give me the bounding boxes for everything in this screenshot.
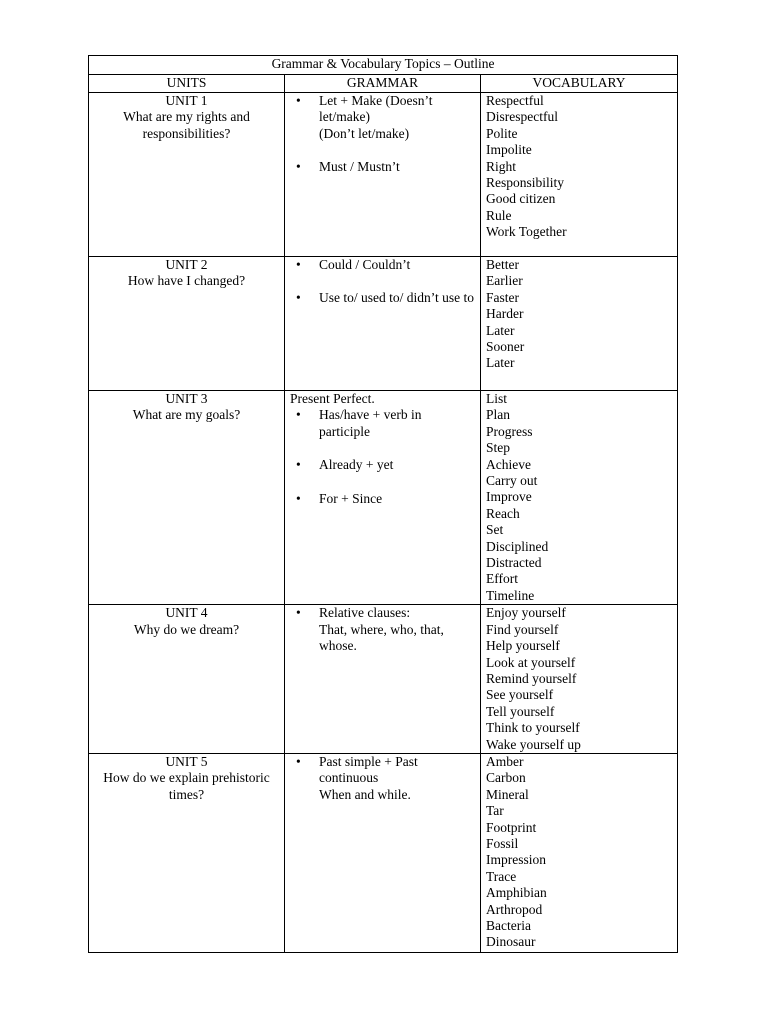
grammar-list <box>290 605 475 654</box>
vocabulary-item: Good citizen <box>486 191 556 207</box>
unit-row <box>89 391 678 605</box>
vocabulary-item: Remind yourself <box>486 670 577 686</box>
vocabulary-item: Help yourself <box>486 638 560 654</box>
grammar-cell <box>285 93 481 257</box>
outline-table <box>88 55 678 953</box>
vocabulary-item: Sooner <box>486 339 525 355</box>
vocabulary-item: Later <box>486 322 515 338</box>
vocabulary-item: Distracted <box>486 555 542 571</box>
unit-row <box>89 93 678 257</box>
unit-number: UNIT 5 <box>165 753 208 769</box>
vocabulary-item: Find yourself <box>486 621 559 637</box>
grammar-intro: Present Perfect. <box>290 391 375 406</box>
vocabulary-item: Fossil <box>486 835 519 851</box>
unit-question: How have I changed? <box>127 273 246 289</box>
grammar-item <box>290 93 475 142</box>
vocabulary-item: Set <box>486 522 504 538</box>
vocabulary-item: Amphibian <box>486 885 547 901</box>
vocabulary-item: Mineral <box>486 786 529 802</box>
grammar-item-text: Past simple + Past continuous When and while. <box>319 753 418 802</box>
vocabulary-item: Timeline <box>486 587 535 603</box>
grammar-cell <box>285 391 481 605</box>
vocabulary-item: Tell yourself <box>486 703 555 719</box>
bullet-icon: • <box>296 753 301 769</box>
grammar-item-text: Already + yet <box>319 457 394 473</box>
vocabulary-item: Polite <box>486 125 518 141</box>
grammar-cell <box>285 605 481 754</box>
header-vocabulary: VOCABULARY <box>481 75 678 93</box>
vocabulary-item: Later <box>486 355 515 371</box>
vocabulary-item: Right <box>486 158 517 174</box>
vocabulary-item: Think to yourself <box>486 720 580 736</box>
vocabulary-cell <box>481 93 678 257</box>
grammar-item-text: Relative clauses: That, where, who, that, whose. <box>319 605 444 654</box>
title-row <box>89 56 678 75</box>
grammar-item <box>290 159 475 175</box>
vocabulary-item: Impolite <box>486 142 532 158</box>
vocabulary-cell <box>481 605 678 754</box>
unit-number: UNIT 3 <box>165 391 208 406</box>
grammar-item <box>290 491 475 507</box>
vocabulary-item: Earlier <box>486 273 523 289</box>
bullet-icon: • <box>296 257 301 272</box>
vocabulary-item: Wake yourself up <box>486 736 581 752</box>
grammar-item-text: Has/have + verb in participle <box>319 407 422 439</box>
vocabulary-item: Effort <box>486 571 518 587</box>
vocabulary-cell <box>481 257 678 391</box>
vocabulary-item: Arthropod <box>486 901 543 917</box>
vocabulary-item: Better <box>486 257 519 272</box>
unit-cell <box>89 391 285 605</box>
grammar-item <box>290 407 475 440</box>
grammar-list <box>290 407 475 507</box>
header-units: UNITS <box>89 75 285 93</box>
vocabulary-item: See yourself <box>486 687 554 703</box>
grammar-item <box>290 605 475 654</box>
bullet-icon: • <box>296 605 301 621</box>
vocabulary-item: Dinosaur <box>486 934 536 950</box>
grammar-cell <box>285 257 481 391</box>
unit-cell <box>89 753 285 952</box>
vocabulary-item: Disciplined <box>486 538 549 554</box>
unit-question: How do we explain prehistoric times? <box>103 770 270 802</box>
grammar-list <box>290 754 475 803</box>
bullet-icon: • <box>296 159 301 175</box>
unit-row <box>89 605 678 754</box>
grammar-item-text: Let + Make (Doesn’t let/make) (Don’t let/make) <box>319 93 433 141</box>
vocabulary-cell <box>481 391 678 605</box>
unit-rows <box>89 93 678 953</box>
vocabulary-item: Carbon <box>486 770 526 786</box>
unit-cell <box>89 605 285 754</box>
grammar-item <box>290 290 475 306</box>
grammar-list <box>290 257 475 307</box>
vocabulary-item: Reach <box>486 505 520 521</box>
vocabulary-item: Harder <box>486 306 524 322</box>
bullet-icon: • <box>296 490 301 506</box>
vocabulary-item: Plan <box>486 407 511 423</box>
vocabulary-item: Enjoy yourself <box>486 605 566 621</box>
vocabulary-item: Improve <box>486 489 532 505</box>
document-title: Grammar & Vocabulary Topics – Outline <box>89 56 678 75</box>
unit-cell <box>89 257 285 391</box>
vocabulary-item: Trace <box>486 868 517 884</box>
vocabulary-item: List <box>486 391 508 406</box>
vocabulary-item: Responsibility <box>486 175 565 191</box>
unit-number: UNIT 1 <box>165 93 208 108</box>
vocabulary-item: Respectful <box>486 93 544 108</box>
bullet-icon: • <box>296 407 301 423</box>
grammar-item <box>290 457 475 473</box>
vocabulary-item: Impression <box>486 852 546 868</box>
unit-cell <box>89 93 285 257</box>
grammar-item <box>290 257 475 273</box>
grammar-item <box>290 754 475 803</box>
unit-number: UNIT 4 <box>165 605 208 621</box>
vocabulary-item: Rule <box>486 207 512 223</box>
vocabulary-cell <box>481 753 678 952</box>
unit-question: Why do we dream? <box>133 621 240 637</box>
header-grammar: GRAMMAR <box>285 75 481 93</box>
vocabulary-item: Tar <box>486 803 504 819</box>
vocabulary-item: Step <box>486 440 511 456</box>
vocabulary-item: Look at yourself <box>486 654 576 670</box>
grammar-item-text: Must / Mustn’t <box>319 159 400 175</box>
grammar-item-text: Use to/ used to/ didn’t use to <box>319 290 474 306</box>
grammar-cell <box>285 753 481 952</box>
header-row <box>89 75 678 93</box>
vocabulary-item: Faster <box>486 289 519 305</box>
vocabulary-item: Amber <box>486 753 524 769</box>
grammar-item-text: For + Since <box>319 490 383 506</box>
bullet-icon: • <box>296 290 301 306</box>
unit-question: What are my goals? <box>132 407 241 423</box>
grammar-list <box>290 93 475 176</box>
unit-row <box>89 753 678 952</box>
bullet-icon: • <box>296 457 301 473</box>
vocabulary-item: Work Together <box>486 224 567 240</box>
vocabulary-item: Progress <box>486 423 533 439</box>
vocabulary-item: Disrespectful <box>486 109 558 125</box>
vocabulary-item: Bacteria <box>486 918 531 933</box>
grammar-item-text: Could / Couldn’t <box>319 257 411 272</box>
unit-number: UNIT 2 <box>165 257 208 272</box>
vocabulary-item: Footprint <box>486 819 537 835</box>
unit-row <box>89 257 678 391</box>
vocabulary-item: Carry out <box>486 473 538 489</box>
vocabulary-item: Achieve <box>486 456 531 472</box>
bullet-icon: • <box>296 93 301 108</box>
unit-question: What are my rights and responsibilities? <box>123 109 250 141</box>
